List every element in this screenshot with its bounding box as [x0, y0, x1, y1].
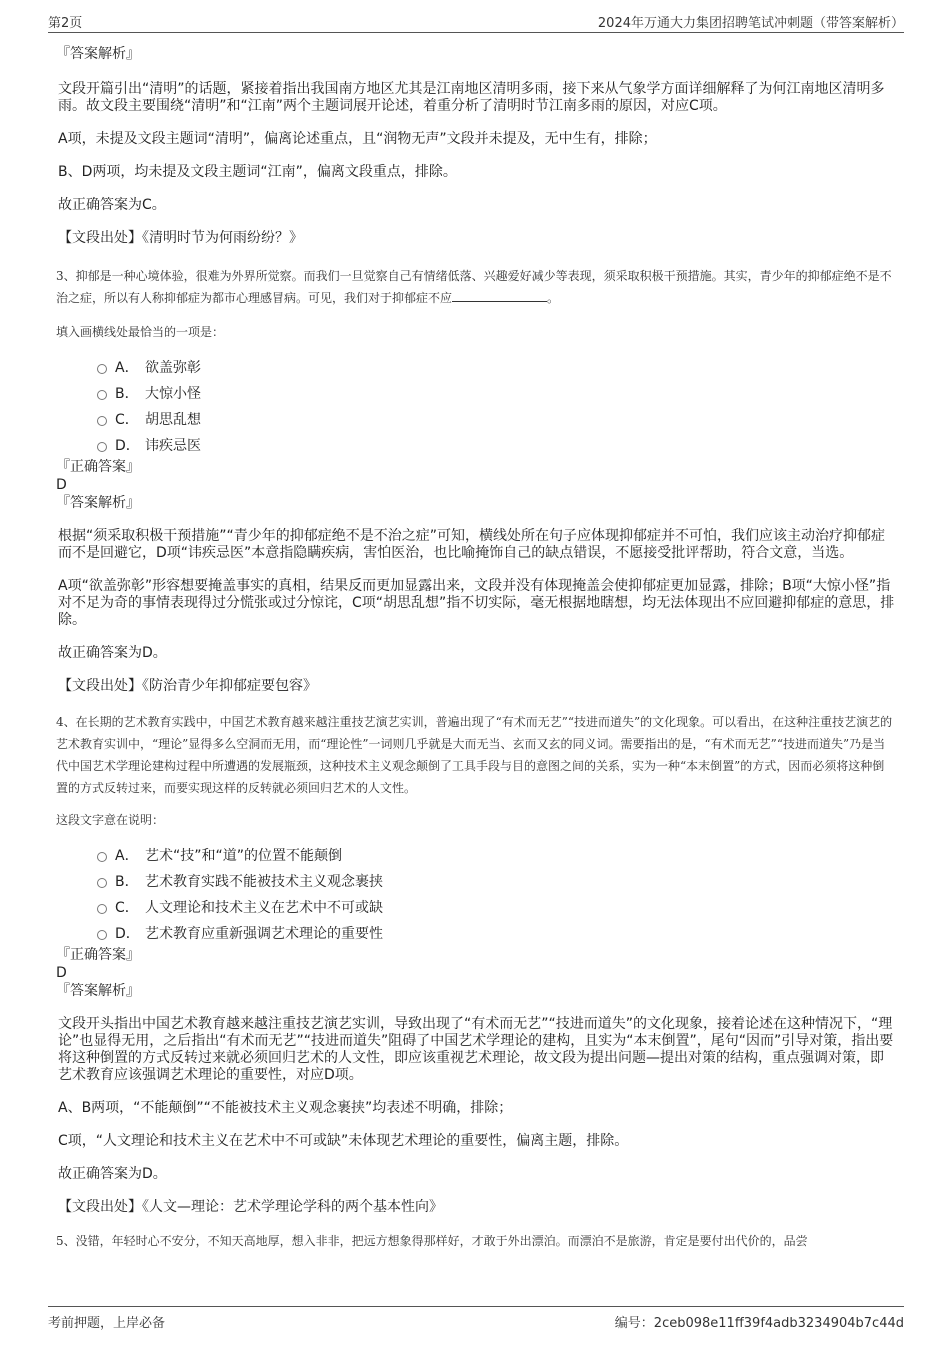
radio-icon[interactable]	[97, 878, 107, 888]
analysis-paragraph: A项“欲盖弥彰”形容想要掩盖事实的真相，结果反而更加显露出来，文段并没有体现掩盖会使抑郁症更加显露，排除；B项“大惊小怪”指对不足为奇的事情表现得过分慌张或过分惊诧，C项“胡思乱想”指不切实际，毫无根据地瞎想，均无法体现出不应回避抑郁症的意思，排除。	[58, 578, 895, 628]
document-id: 编号：2ceb098e11ff39f4adb3234904b7c44d	[614, 1316, 904, 1331]
radio-icon[interactable]	[97, 904, 107, 914]
option-c[interactable]: C． 人文理论和技术主义在艺术中不可或缺	[56, 895, 896, 921]
analysis-paragraph: A项，未提及文段主题词“清明”，偏离论述重点，且“润物无声”文段并未提及，无中生有，排除；	[58, 131, 657, 147]
options-list	[56, 843, 896, 947]
analysis-paragraph: 根据“须采取积极干预措施”“青少年的抑郁症绝不是不治之症”可知，横线处所在句子应体现抑郁症并不可怕，我们应该主动治疗抑郁症而不是回避它，D项“讳疾忌医”本意指隐瞒疾病，害怕医治，也比喻掩饰自己的缺点错误，不愿接受批评帮助，符合文意，当选。	[58, 528, 886, 561]
options-list	[56, 355, 896, 459]
option-c[interactable]: C． 胡思乱想	[56, 407, 896, 433]
question-stem: 4、在长期的艺术教育实践中，中国艺术教育越来越注重技艺演艺实训，普遍出现了“有术而无艺”“技进而道失”的文化现象。可以看出，在这种注重技艺演艺的艺术教育实训中，“理论”显得多么空洞而无用，而“理论性”一词则几乎就是大而无当、玄而又玄的同义词。需要指出的是，“有术而无艺”“技进而道失”乃是当代中国艺术学理论建构过程中所遭遇的发展瓶颈，这种技术主义观念颠倒了工具手段与目的意图之间的关系，实为一种“本末倒置”的方式，因而必须将这种倒置的方式反转过来，而要实现这样的反转就必须回归艺术的人文性。	[56, 715, 893, 795]
fill-blank-line	[452, 289, 547, 302]
analysis-paragraph: 文段开篇引出“清明”的话题，紧接着指出我国南方地区尤其是江南地区清明多雨，接下来从气象学方面详细解释了为何江南地区清明多雨。故文段主要围绕“清明”和“江南”两个主题词展开论述，着重分析了清明时节江南多雨的原因，对应C项。	[58, 81, 885, 114]
analysis-label: 『答案解析』	[56, 495, 140, 511]
analysis-conclusion: 故正确答案为D。	[58, 1166, 167, 1182]
source-citation: 【文段出处】《清明时节为何雨纷纷？》	[58, 230, 303, 246]
radio-icon[interactable]	[97, 930, 107, 940]
radio-icon[interactable]	[97, 364, 107, 374]
radio-icon[interactable]	[97, 442, 107, 452]
document-title: 2024年万通大力集团招聘笔试冲刺题（带答案解析）	[597, 16, 904, 31]
analysis-paragraph: 文段开头指出中国艺术教育越来越注重技艺演艺实训，导致出现了“有术而无艺”“技进而道失”的文化现象，接着论述在这种情况下，“理论”也显得无用，之后指出“有术而无艺”“技进而道失”阻碍了中国艺术学理论的建构，且实为“本末倒置”，尾句“因而”引导对策，指出要将这种倒置的方式反转过来就必须回归艺术的人文性，即应该重视艺术理论，故文段为提出问题—提出对策的结构，重点强调对策，即艺术教育应该强调艺术理论的重要性，对应D项。	[58, 1016, 894, 1083]
analysis-paragraph: C项，“人文理论和技术主义在艺术中不可或缺”未体现艺术理论的重要性，偏离主题，排除。	[58, 1133, 629, 1149]
analysis-conclusion: 故正确答案为D。	[58, 645, 167, 661]
radio-icon[interactable]	[97, 390, 107, 400]
question-stem: 5、没错，年轻时心不安分，不知天高地厚，想入非非，把远方想象得那样好，才敢于外出漂泊。而漂泊不是旅游，肯定是要付出代价的，品尝	[56, 1234, 808, 1248]
option-d[interactable]: D． 讳疾忌医	[56, 433, 896, 459]
radio-icon[interactable]	[97, 852, 107, 862]
analysis-conclusion: 故正确答案为C。	[58, 197, 166, 213]
question-prompt: 填入画横线处最恰当的一项是：	[56, 325, 225, 339]
source-citation: 【文段出处】《防治青少年抑郁症要包容》	[58, 678, 317, 694]
option-b[interactable]: B． 艺术教育实践不能被技术主义观念裹挟	[56, 869, 896, 895]
option-a[interactable]: A． 艺术“技”和“道”的位置不能颠倒	[56, 843, 896, 869]
question-stem: 3、抑郁是一种心境体验，很难为外界所觉察。而我们一旦觉察自己有情绪低落、兴趣爱好减少等表现，须采取积极干预措施。其实，青少年的抑郁症绝不是不治之症，所以有人称抑郁症为都市心理感冒病。可见，我们对于抑郁症不应 。	[56, 269, 892, 305]
analysis-paragraph: B、D两项，均未提及文段主题词“江南”，偏离文段重点，排除。	[58, 164, 457, 180]
footer-slogan: 考前押题，上岸必备	[48, 1316, 166, 1331]
page-footer	[48, 1306, 904, 1329]
question-prompt: 这段文字意在说明：	[56, 813, 165, 827]
page-header	[48, 10, 904, 33]
option-d[interactable]: D． 艺术教育应重新强调艺术理论的重要性	[56, 921, 896, 947]
correct-answer: D	[56, 965, 67, 981]
page-content	[56, 44, 896, 1252]
option-b[interactable]: B． 大惊小怪	[56, 381, 896, 407]
analysis-label: 『答案解析』	[56, 983, 140, 999]
radio-icon[interactable]	[97, 416, 107, 426]
analysis-label: 『答案解析』	[56, 46, 140, 62]
analysis-paragraph: A、B两项，“不能颠倒”“不能被技术主义观念裹挟”均表述不明确，排除；	[58, 1100, 513, 1116]
answer-label: 『正确答案』	[56, 947, 140, 963]
page-number: 第2页	[48, 16, 83, 31]
option-a[interactable]: A． 欲盖弥彰	[56, 355, 896, 381]
answer-label: 『正确答案』	[56, 459, 140, 475]
correct-answer: D	[56, 477, 67, 493]
source-citation: 【文段出处】《人文—理论：艺术学理论学科的两个基本性向》	[58, 1199, 443, 1215]
